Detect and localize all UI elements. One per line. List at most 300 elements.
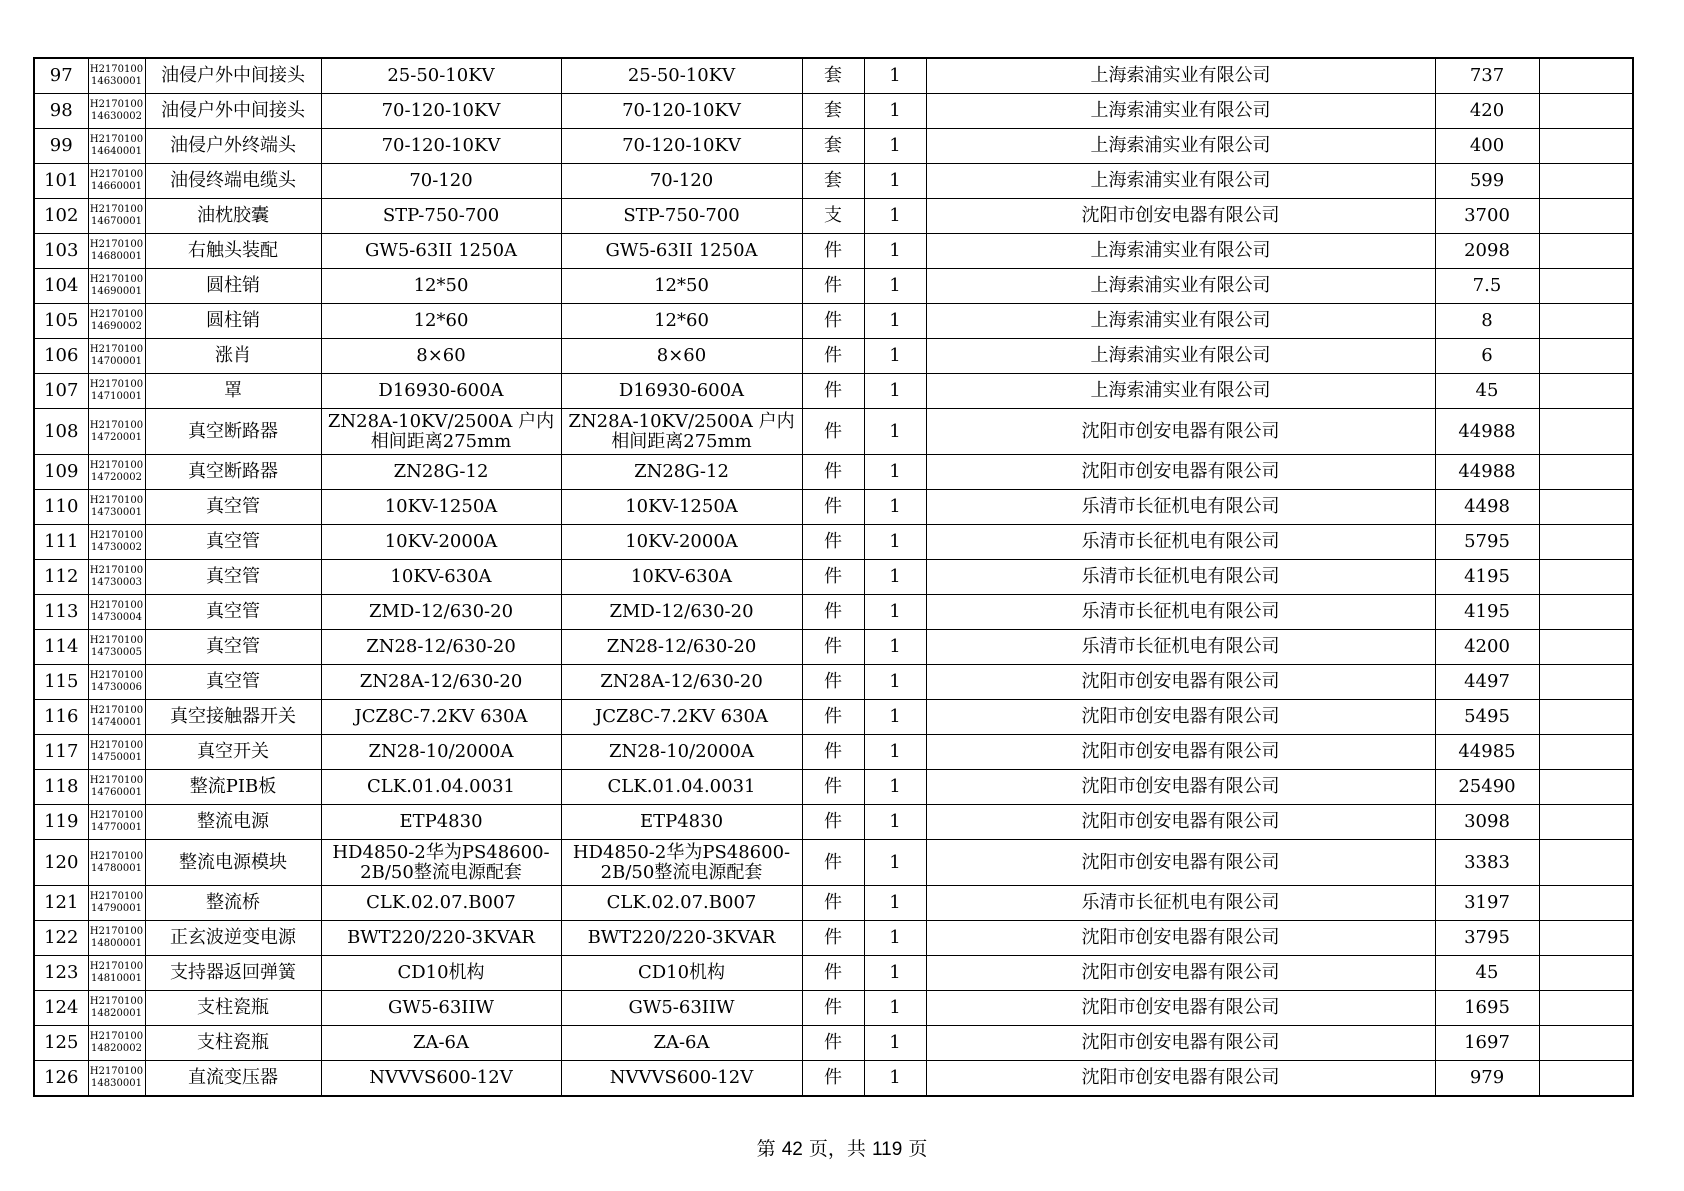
table-row — [34, 921, 1633, 956]
cell-model: CLK.02.07.B007 — [561, 886, 802, 921]
item-code-part: 14690001 — [91, 286, 142, 297]
cell-model: 10KV-2000A — [561, 525, 802, 560]
cell-row-number: 117 — [34, 735, 88, 770]
cell-quantity: 1 — [864, 199, 926, 234]
cell-price: 5795 — [1435, 525, 1539, 560]
cell-unit: 件 — [802, 770, 864, 805]
cell-quantity: 1 — [864, 956, 926, 991]
cell-unit: 件 — [802, 234, 864, 269]
cell-price: 5495 — [1435, 700, 1539, 735]
cell-quantity: 1 — [864, 525, 926, 560]
cell-item-name: 涨肖 — [145, 339, 321, 374]
item-code-part: H2170100 — [89, 344, 144, 355]
cell-note — [1539, 956, 1633, 991]
item-code-part: H2170100 — [89, 926, 144, 937]
cell-quantity: 1 — [864, 1026, 926, 1061]
cell-model: GW5-63IIW — [561, 991, 802, 1026]
cell-item-code — [88, 490, 145, 525]
cell-model: HD4850-2华为PS48600-2B/50整流电源配套 — [561, 840, 802, 886]
cell-note — [1539, 700, 1633, 735]
cell-specification: 12*60 — [321, 304, 561, 339]
cell-note — [1539, 770, 1633, 805]
cell-row-number: 97 — [34, 58, 88, 94]
item-code-part: H2170100 — [89, 961, 144, 972]
item-code-part: H2170100 — [89, 309, 144, 320]
table-row — [34, 58, 1633, 94]
item-code-part: 14730004 — [91, 612, 142, 623]
cell-row-number: 121 — [34, 886, 88, 921]
cell-specification: 70-120-10KV — [321, 129, 561, 164]
cell-quantity: 1 — [864, 805, 926, 840]
item-code-part: H2170100 — [89, 379, 144, 390]
cell-item-name: 圆柱销 — [145, 269, 321, 304]
item-code-part: 14800001 — [91, 938, 142, 949]
cell-price: 45 — [1435, 956, 1539, 991]
table-row — [34, 735, 1633, 770]
cell-item-name: 右触头装配 — [145, 234, 321, 269]
cell-row-number: 108 — [34, 409, 88, 455]
item-code-part: 14730005 — [91, 647, 142, 658]
cell-row-number: 124 — [34, 991, 88, 1026]
cell-price: 3197 — [1435, 886, 1539, 921]
cell-item-name: 真空断路器 — [145, 455, 321, 490]
cell-specification: ZMD-12/630-20 — [321, 595, 561, 630]
item-code-part: H2170100 — [89, 810, 144, 821]
cell-supplier: 乐清市长征机电有限公司 — [926, 886, 1435, 921]
cell-row-number: 116 — [34, 700, 88, 735]
cell-unit: 件 — [802, 1061, 864, 1097]
item-code-part: H2170100 — [89, 891, 144, 902]
item-code-part: H2170100 — [89, 740, 144, 751]
cell-unit: 件 — [802, 560, 864, 595]
table-row — [34, 164, 1633, 199]
item-code-part: 14680001 — [91, 251, 142, 262]
table-row — [34, 991, 1633, 1026]
cell-supplier: 沈阳市创安电器有限公司 — [926, 735, 1435, 770]
cell-note — [1539, 630, 1633, 665]
cell-item-code — [88, 805, 145, 840]
cell-unit: 件 — [802, 805, 864, 840]
cell-unit: 套 — [802, 94, 864, 129]
cell-model: 10KV-1250A — [561, 490, 802, 525]
table-row — [34, 490, 1633, 525]
table-row — [34, 956, 1633, 991]
cell-note — [1539, 921, 1633, 956]
cell-price: 45 — [1435, 374, 1539, 409]
cell-item-code — [88, 129, 145, 164]
cell-unit: 件 — [802, 339, 864, 374]
cell-supplier: 上海索浦实业有限公司 — [926, 269, 1435, 304]
cell-price: 3700 — [1435, 199, 1539, 234]
cell-model: GW5-63II 1250A — [561, 234, 802, 269]
cell-item-name: 油侵户外中间接头 — [145, 58, 321, 94]
cell-specification: GW5-63II 1250A — [321, 234, 561, 269]
cell-price: 44985 — [1435, 735, 1539, 770]
cell-row-number: 118 — [34, 770, 88, 805]
cell-unit: 件 — [802, 455, 864, 490]
cell-quantity: 1 — [864, 1061, 926, 1097]
cell-unit: 件 — [802, 840, 864, 886]
cell-specification: CLK.02.07.B007 — [321, 886, 561, 921]
cell-supplier: 乐清市长征机电有限公司 — [926, 630, 1435, 665]
cell-supplier: 沈阳市创安电器有限公司 — [926, 1061, 1435, 1097]
item-code-part: 14780001 — [91, 862, 142, 874]
cell-item-name: 圆柱销 — [145, 304, 321, 339]
cell-specification: HD4850-2华为PS48600-2B/50整流电源配套 — [321, 840, 561, 886]
cell-unit: 件 — [802, 956, 864, 991]
cell-specification: STP-750-700 — [321, 199, 561, 234]
item-code-part: H2170100 — [89, 460, 144, 471]
cell-model: 8×60 — [561, 339, 802, 374]
table-row — [34, 199, 1633, 234]
cell-quantity: 1 — [864, 921, 926, 956]
cell-unit: 件 — [802, 595, 864, 630]
cell-specification: 25-50-10KV — [321, 58, 561, 94]
item-code-part: H2170100 — [89, 705, 144, 716]
cell-item-name: 真空管 — [145, 525, 321, 560]
table-body — [34, 58, 1633, 1096]
cell-quantity: 1 — [864, 770, 926, 805]
cell-row-number: 105 — [34, 304, 88, 339]
cell-item-code — [88, 269, 145, 304]
cell-item-name: 真空管 — [145, 665, 321, 700]
cell-item-name: 油侵户外终端头 — [145, 129, 321, 164]
cell-price: 7.5 — [1435, 269, 1539, 304]
item-code-part: H2170100 — [89, 204, 144, 215]
cell-item-name: 整流PIB板 — [145, 770, 321, 805]
cell-model: 12*60 — [561, 304, 802, 339]
cell-item-code — [88, 1061, 145, 1097]
cell-item-code — [88, 199, 145, 234]
cell-price: 3098 — [1435, 805, 1539, 840]
cell-price: 4497 — [1435, 665, 1539, 700]
cell-price: 1695 — [1435, 991, 1539, 1026]
cell-row-number: 102 — [34, 199, 88, 234]
cell-specification: 8×60 — [321, 339, 561, 374]
cell-item-code — [88, 770, 145, 805]
cell-row-number: 120 — [34, 840, 88, 886]
cell-unit: 支 — [802, 199, 864, 234]
item-code-part: 14700001 — [91, 356, 142, 367]
cell-row-number: 98 — [34, 94, 88, 129]
cell-quantity: 1 — [864, 374, 926, 409]
table-row — [34, 374, 1633, 409]
item-code-part: H2170100 — [89, 1066, 144, 1077]
cell-item-code — [88, 409, 145, 455]
cell-note — [1539, 269, 1633, 304]
table-row — [34, 409, 1633, 455]
cell-supplier: 沈阳市创安电器有限公司 — [926, 956, 1435, 991]
item-code-part: 14660001 — [91, 181, 142, 192]
item-code-part: H2170100 — [89, 495, 144, 506]
cell-quantity: 1 — [864, 94, 926, 129]
cell-item-name: 直流变压器 — [145, 1061, 321, 1097]
cell-price: 4200 — [1435, 630, 1539, 665]
cell-supplier: 沈阳市创安电器有限公司 — [926, 700, 1435, 735]
item-code-part: H2170100 — [89, 64, 144, 75]
cell-note — [1539, 1026, 1633, 1061]
cell-note — [1539, 339, 1633, 374]
cell-note — [1539, 735, 1633, 770]
cell-item-name: 真空断路器 — [145, 409, 321, 455]
cell-row-number: 110 — [34, 490, 88, 525]
cell-supplier: 上海索浦实业有限公司 — [926, 304, 1435, 339]
table-row — [34, 455, 1633, 490]
cell-supplier: 沈阳市创安电器有限公司 — [926, 991, 1435, 1026]
table-row — [34, 886, 1633, 921]
cell-specification: GW5-63IIW — [321, 991, 561, 1026]
table-row — [34, 94, 1633, 129]
cell-unit: 件 — [802, 304, 864, 339]
cell-supplier: 乐清市长征机电有限公司 — [926, 560, 1435, 595]
cell-quantity: 1 — [864, 409, 926, 455]
item-code-part: 14830001 — [91, 1078, 142, 1089]
table-row — [34, 665, 1633, 700]
item-code-part: H2170100 — [89, 274, 144, 285]
footer-suffix: 页 — [908, 1138, 928, 1160]
cell-specification: 70-120-10KV — [321, 94, 561, 129]
item-code-part: H2170100 — [89, 565, 144, 576]
cell-price: 4498 — [1435, 490, 1539, 525]
cell-item-code — [88, 630, 145, 665]
cell-supplier: 沈阳市创安电器有限公司 — [926, 409, 1435, 455]
cell-price: 3795 — [1435, 921, 1539, 956]
cell-quantity: 1 — [864, 58, 926, 94]
cell-model: ZN28A-12/630-20 — [561, 665, 802, 700]
cell-quantity: 1 — [864, 735, 926, 770]
cell-note — [1539, 129, 1633, 164]
cell-quantity: 1 — [864, 269, 926, 304]
cell-row-number: 112 — [34, 560, 88, 595]
cell-quantity: 1 — [864, 129, 926, 164]
cell-model: BWT220/220-3KVAR — [561, 921, 802, 956]
item-code-part: 14820002 — [91, 1043, 142, 1054]
cell-row-number: 111 — [34, 525, 88, 560]
cell-unit: 件 — [802, 665, 864, 700]
item-code-part: H2170100 — [89, 1031, 144, 1042]
cell-unit: 件 — [802, 269, 864, 304]
cell-model: ZN28A-10KV/2500A 户内相间距离275mm — [561, 409, 802, 455]
table-row — [34, 339, 1633, 374]
cell-item-name: 真空管 — [145, 595, 321, 630]
cell-supplier: 上海索浦实业有限公司 — [926, 58, 1435, 94]
cell-row-number: 106 — [34, 339, 88, 374]
cell-note — [1539, 525, 1633, 560]
cell-row-number: 113 — [34, 595, 88, 630]
item-code-part: H2170100 — [89, 169, 144, 180]
item-code-part: H2170100 — [89, 134, 144, 145]
cell-row-number: 104 — [34, 269, 88, 304]
cell-note — [1539, 199, 1633, 234]
cell-item-name: 油侵终端电缆头 — [145, 164, 321, 199]
cell-supplier: 沈阳市创安电器有限公司 — [926, 921, 1435, 956]
cell-unit: 件 — [802, 525, 864, 560]
item-code-part: 14740001 — [91, 717, 142, 728]
cell-specification: 10KV-630A — [321, 560, 561, 595]
cell-price: 3383 — [1435, 840, 1539, 886]
cell-specification: 10KV-1250A — [321, 490, 561, 525]
cell-unit: 件 — [802, 630, 864, 665]
cell-model: ZN28-12/630-20 — [561, 630, 802, 665]
cell-supplier: 乐清市长征机电有限公司 — [926, 525, 1435, 560]
cell-model: ETP4830 — [561, 805, 802, 840]
cell-quantity: 1 — [864, 304, 926, 339]
cell-row-number: 109 — [34, 455, 88, 490]
cell-unit: 件 — [802, 490, 864, 525]
cell-supplier: 上海索浦实业有限公司 — [926, 94, 1435, 129]
item-code-part: H2170100 — [89, 996, 144, 1007]
cell-supplier: 上海索浦实业有限公司 — [926, 234, 1435, 269]
table-row — [34, 525, 1633, 560]
cell-note — [1539, 58, 1633, 94]
cell-note — [1539, 374, 1633, 409]
cell-unit: 套 — [802, 129, 864, 164]
cell-model: CLK.01.04.0031 — [561, 770, 802, 805]
cell-row-number: 107 — [34, 374, 88, 409]
cell-supplier: 乐清市长征机电有限公司 — [926, 490, 1435, 525]
cell-note — [1539, 164, 1633, 199]
cell-model: ZMD-12/630-20 — [561, 595, 802, 630]
cell-unit: 件 — [802, 409, 864, 455]
cell-model: 12*50 — [561, 269, 802, 304]
cell-item-name: 正玄波逆变电源 — [145, 921, 321, 956]
table-row — [34, 269, 1633, 304]
cell-row-number: 115 — [34, 665, 88, 700]
item-code-part: H2170100 — [89, 850, 144, 862]
cell-note — [1539, 1061, 1633, 1097]
cell-quantity: 1 — [864, 630, 926, 665]
cell-item-name: 真空管 — [145, 560, 321, 595]
cell-item-name: 真空管 — [145, 630, 321, 665]
cell-note — [1539, 94, 1633, 129]
cell-specification: CLK.01.04.0031 — [321, 770, 561, 805]
cell-model: NVVVS600-12V — [561, 1061, 802, 1097]
cell-note — [1539, 595, 1633, 630]
cell-row-number: 126 — [34, 1061, 88, 1097]
cell-item-name: 真空管 — [145, 490, 321, 525]
cell-price: 6 — [1435, 339, 1539, 374]
item-code-part: 14810001 — [91, 973, 142, 984]
table-row — [34, 630, 1633, 665]
cell-quantity: 1 — [864, 886, 926, 921]
item-code-part: H2170100 — [89, 600, 144, 611]
cell-specification: ZN28G-12 — [321, 455, 561, 490]
cell-unit: 套 — [802, 164, 864, 199]
item-code-part: 14710001 — [91, 391, 142, 402]
cell-item-name: 整流电源 — [145, 805, 321, 840]
cell-supplier: 上海索浦实业有限公司 — [926, 129, 1435, 164]
cell-specification: ZN28-12/630-20 — [321, 630, 561, 665]
item-code-part: H2170100 — [89, 239, 144, 250]
cell-item-code — [88, 595, 145, 630]
cell-supplier: 上海索浦实业有限公司 — [926, 339, 1435, 374]
cell-item-code — [88, 921, 145, 956]
cell-supplier: 沈阳市创安电器有限公司 — [926, 770, 1435, 805]
cell-supplier: 乐清市长征机电有限公司 — [926, 595, 1435, 630]
cell-model: 70-120-10KV — [561, 94, 802, 129]
cell-unit: 件 — [802, 1026, 864, 1061]
table-row — [34, 560, 1633, 595]
cell-item-code — [88, 164, 145, 199]
cell-quantity: 1 — [864, 595, 926, 630]
cell-supplier: 沈阳市创安电器有限公司 — [926, 805, 1435, 840]
cell-specification: ZA-6A — [321, 1026, 561, 1061]
table-row — [34, 700, 1633, 735]
cell-item-code — [88, 374, 145, 409]
table-row — [34, 595, 1633, 630]
cell-item-name: 油枕胶囊 — [145, 199, 321, 234]
cell-quantity: 1 — [864, 490, 926, 525]
item-code-part: 14720001 — [91, 431, 142, 443]
cell-specification: ZN28A-10KV/2500A 户内相间距离275mm — [321, 409, 561, 455]
cell-specification: CD10机构 — [321, 956, 561, 991]
table-row — [34, 1026, 1633, 1061]
cell-model: 10KV-630A — [561, 560, 802, 595]
cell-specification: NVVVS600-12V — [321, 1061, 561, 1097]
cell-item-code — [88, 58, 145, 94]
cell-supplier: 沈阳市创安电器有限公司 — [926, 1026, 1435, 1061]
cell-unit: 件 — [802, 735, 864, 770]
footer-middle: 页，共 — [808, 1138, 866, 1160]
cell-note — [1539, 840, 1633, 886]
price-table — [33, 57, 1634, 1097]
cell-price: 979 — [1435, 1061, 1539, 1097]
cell-model: ZA-6A — [561, 1026, 802, 1061]
cell-unit: 件 — [802, 921, 864, 956]
cell-price: 44988 — [1435, 409, 1539, 455]
cell-note — [1539, 665, 1633, 700]
cell-row-number: 119 — [34, 805, 88, 840]
cell-model: ZN28G-12 — [561, 455, 802, 490]
cell-model: JCZ8C-7.2KV 630A — [561, 700, 802, 735]
cell-quantity: 1 — [864, 560, 926, 595]
cell-item-code — [88, 560, 145, 595]
cell-item-name: 支持器返回弹簧 — [145, 956, 321, 991]
cell-quantity: 1 — [864, 991, 926, 1026]
table-row — [34, 304, 1633, 339]
item-code-part: H2170100 — [89, 530, 144, 541]
table-row — [34, 1061, 1633, 1097]
cell-price: 2098 — [1435, 234, 1539, 269]
footer-prefix: 第 — [756, 1138, 776, 1160]
table-row — [34, 770, 1633, 805]
cell-specification: ZN28A-12/630-20 — [321, 665, 561, 700]
cell-unit: 件 — [802, 886, 864, 921]
cell-item-name: 支柱瓷瓶 — [145, 1026, 321, 1061]
page-footer — [0, 1134, 1684, 1161]
cell-unit: 件 — [802, 700, 864, 735]
cell-item-code — [88, 1026, 145, 1061]
item-code-part: H2170100 — [89, 635, 144, 646]
cell-item-code — [88, 94, 145, 129]
item-code-part: 14720002 — [91, 472, 142, 483]
cell-row-number: 125 — [34, 1026, 88, 1061]
cell-item-code — [88, 665, 145, 700]
cell-specification: BWT220/220-3KVAR — [321, 921, 561, 956]
item-code-part: 14730002 — [91, 542, 142, 553]
cell-item-code — [88, 886, 145, 921]
cell-supplier: 沈阳市创安电器有限公司 — [926, 199, 1435, 234]
cell-supplier: 沈阳市创安电器有限公司 — [926, 840, 1435, 886]
cell-note — [1539, 304, 1633, 339]
cell-supplier: 沈阳市创安电器有限公司 — [926, 665, 1435, 700]
cell-item-name: 油侵户外中间接头 — [145, 94, 321, 129]
cell-item-code — [88, 455, 145, 490]
cell-item-code — [88, 956, 145, 991]
item-code-part: 14750001 — [91, 752, 142, 763]
cell-model: 25-50-10KV — [561, 58, 802, 94]
cell-unit: 件 — [802, 991, 864, 1026]
